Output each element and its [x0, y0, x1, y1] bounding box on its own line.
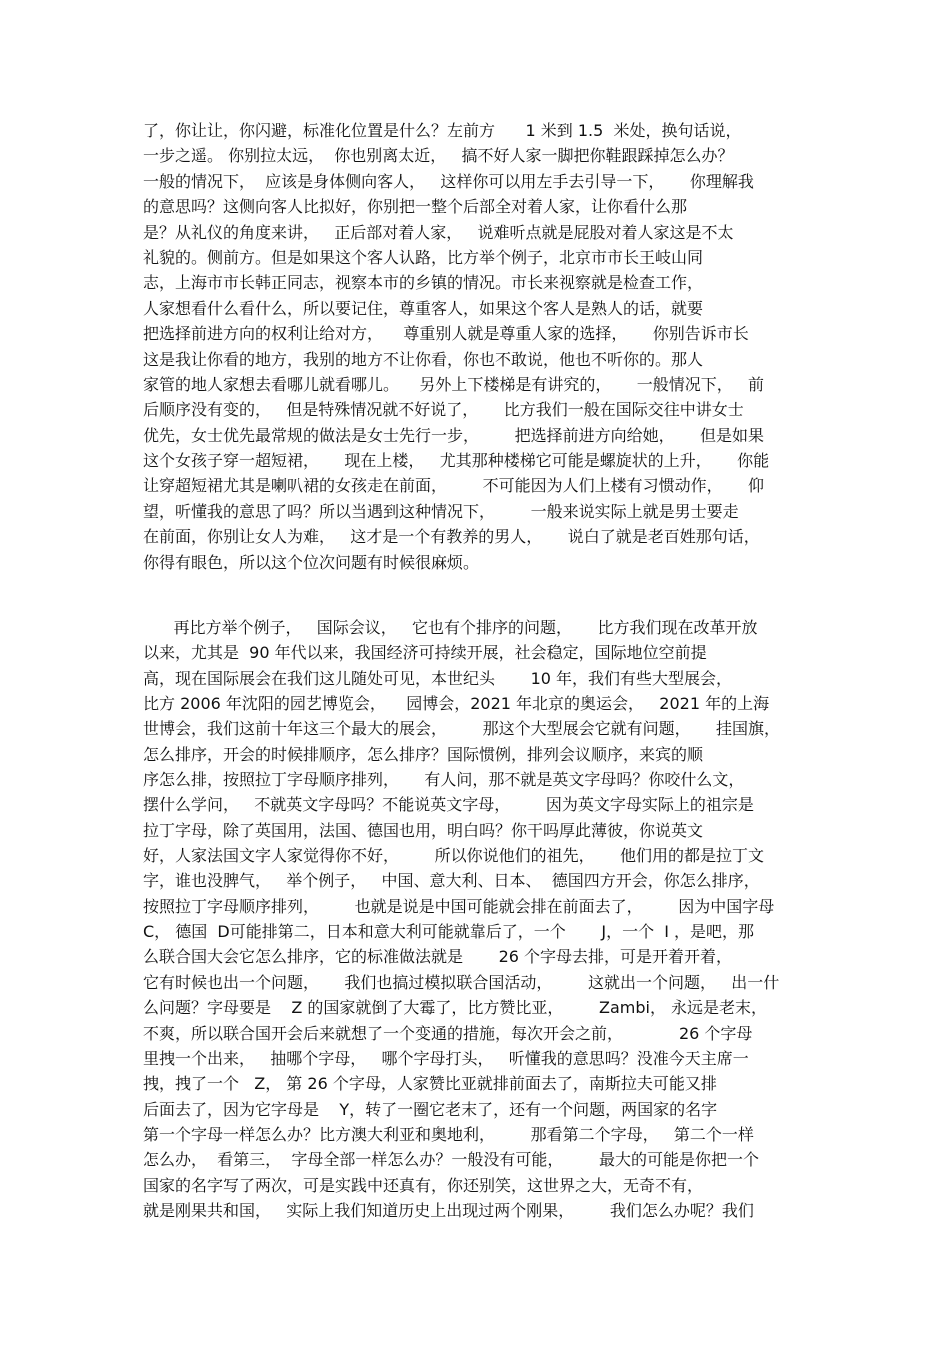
text-line: 比方 2006 年沈阳的园艺博览会， 园博会，2021 年北京的奥运会， 2021 年的上海 — [143, 694, 770, 714]
text-line: 里拽一个出来， 抽哪个字母， 哪个字母打头， 听懂我的意思吗？没准今天主席一 — [143, 1048, 749, 1068]
text-line: 字，谁也没脾气， 举个例子， 中国、意大利、日本、 德国四方开会，你怎么排序， — [143, 871, 760, 891]
text-line: 不爽，所以联合国开会后来就想了一个变通的措施，每次开会之前， 26 个字母 — [143, 1023, 753, 1043]
text-line: 序怎么排，按照拉丁字母顺序排列， 有人问，那不就是英文字母吗？你咬什么文， — [143, 770, 745, 790]
text-line: 望，听懂我的意思了吗？所以当遇到这种情况下， 一般来说实际上就是男士要走 — [143, 501, 739, 521]
text-line: 摆什么学问， 不就英文字母吗？不能说英文字母， 因为英文字母实际上的祖宗是 — [143, 795, 754, 815]
text-line: 以来，尤其是 90 年代以来，我国经济可持续开展，社会稳定，国际地位空前提 — [143, 643, 707, 663]
paragraph-etiquette-positioning — [143, 118, 809, 575]
text-line: 把选择前进方向的权利让给对方， 尊重别人就是尊重人家的选择， 你别告诉市长 — [143, 324, 749, 344]
text-line: 就是刚果共和国， 实际上我们知道历史上出现过两个刚果， 我们怎么办呢？我们 — [143, 1200, 754, 1220]
text-line: 让穿超短裙尤其是喇叭裙的女孩走在前面， 不可能因为人们上楼有习惯动作， 仰 — [143, 476, 765, 496]
text-line: 这个女孩子穿一超短裙， 现在上楼， 尤其那种楼梯它可能是螺旋状的上升， 你能 — [143, 451, 770, 471]
text-line: 一步之遥。 你别拉太远， 你也别离太近， 搞不好人家一脚把你鞋跟踩掉怎么办？ — [143, 146, 734, 166]
text-line: 后面去了，因为它字母是 Y，转了一圈它老末了，还有一个问题，两国家的名字 — [143, 1099, 718, 1119]
text-line: 了，你让让，你闪避，标准化位置是什么？左前方 1 米到 1.5 米处，换句话说， — [143, 121, 742, 140]
text-line: 好，人家法国文字人家觉得你不好， 所以你说他们的祖先， 他们用的都是拉丁文 — [143, 846, 765, 866]
text-line: 再比方举个例子， 国际会议， 它也有个排序的问题， 比方我们现在改革开放 — [143, 618, 758, 637]
text-line: 拉丁字母，除了英国用，法国、德国也用，明白吗？你干吗厚此薄彼，你说英文 — [143, 820, 704, 840]
text-line: C， 德国 D可能排第二，日本和意大利可能就靠后了，一个 J，一个 I ，是吧，那 — [143, 922, 755, 942]
text-line: 么联合国大会它怎么排序，它的标准做法就是 26 个字母去排，可是开着开着， — [143, 947, 733, 967]
text-line: 它有时候也出一个问题， 我们也搞过模拟联合国活动， 这就出一个问题， 出一什 — [143, 972, 780, 992]
text-line: 这是我让你看的地方，我别的地方不让你看，你也不敢说，他也不听你的。那人 — [143, 349, 704, 369]
text-line: 礼貌的。侧前方。但是如果这个客人认路，比方举个例子，北京市市长王岐山同 — [143, 247, 704, 267]
text-line: 第一个字母一样怎么办？比方澳大利亚和奥地利， 那看第二个字母， 第二个一样 — [143, 1124, 754, 1144]
text-line: 一般的情况下， 应该是身体侧向客人， 这样你可以用左手去引导一下， 你理解我 — [143, 171, 754, 191]
text-line: 国家的名字写了两次，可是实践中还真有，你还别笑，这世界之大，无奇不有， — [143, 1175, 704, 1195]
text-line: 的意思吗？这侧向客人比拟好，你别把一整个后部全对着人家，让你看什么那 — [143, 197, 688, 217]
paragraph-international-meeting-order — [143, 615, 809, 1223]
text-line: 是？从礼仪的角度来讲， 正后部对着人家， 说难听点就是屁股对着人家这是不太 — [143, 222, 734, 242]
text-line: 优先，女士优先最常规的做法是女士先行一步， 把选择前进方向给她， 但是如果 — [143, 425, 765, 445]
text-line: 你得有眼色，所以这个位次问题有时候很麻烦。 — [143, 552, 480, 572]
text-line: 志，上海市市长韩正同志，视察本市的乡镇的情况。市长来视察就是检查工作， — [143, 273, 704, 293]
text-line: 怎么排序，开会的时候排顺序，怎么排序？国际惯例，排列会议顺序，来宾的顺 — [143, 744, 704, 764]
text-line: 在前面，你别让女人为难， 这才是一个有教养的男人， 说白了就是老百姓那句话， — [143, 527, 760, 547]
text-line: 拽，拽了一个 Z， 第 26 个字母，人家赞比亚就排前面去了，南斯拉夫可能又排 — [143, 1074, 717, 1094]
text-line: 怎么办， 看第三， 字母全部一样怎么办？一般没有可能， 最大的可能是你把一个 — [143, 1150, 759, 1170]
text-line: 家管的地人家想去看哪儿就看哪儿。 另外上下楼梯是有讲究的， 一般情况下， 前 — [143, 374, 765, 394]
text-line: 后顺序没有变的， 但是特殊情况就不好说了， 比方我们一般在国际交往中讲女士 — [143, 400, 744, 420]
text-line: 高，现在国际展会在我们这儿随处可见，本世纪头 10 年，我们有些大型展会， — [143, 668, 733, 688]
text-line: 按照拉丁字母顺序排列， 也就是说是中国可能就会排在前面去了， 因为中国字母 — [143, 896, 775, 916]
text-line: 么问题？字母要是 Z 的国家就倒了大霉了，比方赞比亚， Zambi， 永远是老末， — [143, 998, 768, 1018]
text-line: 世博会，我们这前十年这三个最大的展会， 那这个大型展会它就有问题， 挂国旗， — [143, 719, 781, 739]
text-line: 人家想看什么看什么，所以要记住，尊重客人，如果这个客人是熟人的话，就要 — [143, 298, 704, 318]
